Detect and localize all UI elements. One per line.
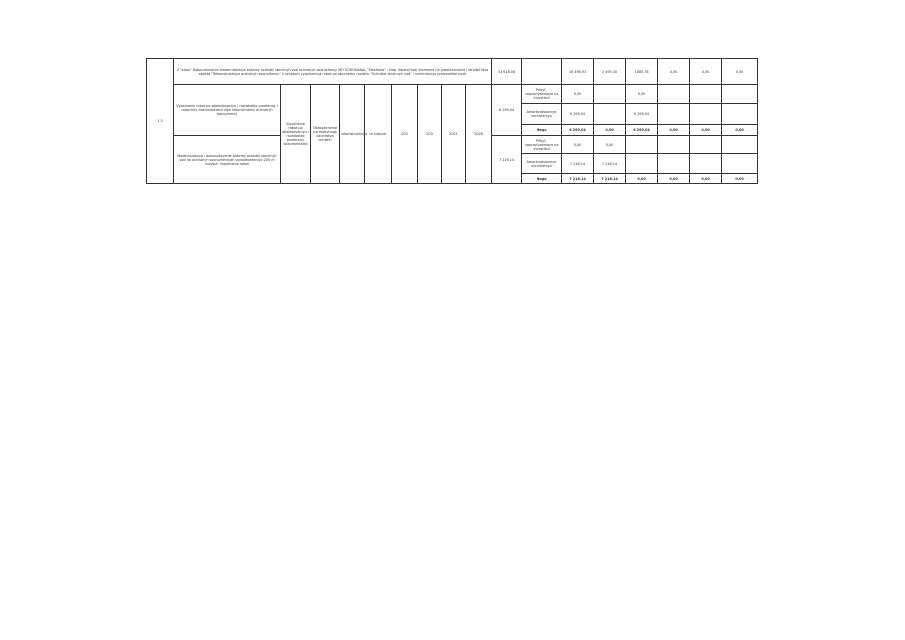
cell: 16 496,93 xyxy=(562,59,594,85)
sub2-text: Modernizatsiya i doborudovanie sistemy ochistki stochnyh vod na ochistnyh sooruzheniyah vodootvedeniya 200 m kub/sut. Vypolnenie rabot xyxy=(174,136,281,184)
investment-table xyxy=(146,58,758,184)
cell: 7 216,14 xyxy=(562,174,594,184)
cell: 0,00 xyxy=(690,174,722,184)
cell xyxy=(626,136,658,154)
cell: Vypolnenie rabot po obsledovaniyu i razrabotke proektnoy dokumentatsii xyxy=(281,85,311,184)
cell: rekonstruktsiya xyxy=(340,85,365,184)
cell: Pribyl', napravlyaemaya na investitsii xyxy=(522,85,562,104)
cell: 2 495,30 xyxy=(594,59,626,85)
cell: 0,00 xyxy=(722,174,758,184)
sub1-text: Vypolnenie rabot po obsledovaniyu i razrabotke proektnoy i rabochey dokumentatsii dlya rekonstruktsii ochistnyh sooruzheniy xyxy=(174,85,281,136)
cell: 7 216,14 xyxy=(594,174,626,184)
table-row-header xyxy=(147,59,758,85)
cell: 6 299,04 xyxy=(626,104,658,125)
cell: Pribyl', napravlyaemaya na investitsii xyxy=(522,136,562,154)
cell: 1085,76 xyxy=(626,59,658,85)
cell xyxy=(594,85,626,104)
cell: Obespechenie normativnogo kachestva ochistki xyxy=(311,85,340,184)
cell xyxy=(690,104,722,125)
cell xyxy=(690,154,722,174)
cell: Itogo xyxy=(522,174,562,184)
cell xyxy=(626,154,658,174)
cell xyxy=(658,154,690,174)
cell: 7 216,14 xyxy=(492,136,522,184)
cell: 2021 xyxy=(442,85,466,184)
cell: 200 xyxy=(392,85,418,184)
cell xyxy=(658,136,690,154)
cell: 0,00 xyxy=(690,125,722,136)
cell xyxy=(722,136,758,154)
cell xyxy=(522,59,562,85)
cell: 7 216,14 xyxy=(562,154,594,174)
cell: 6 299,04 xyxy=(626,125,658,136)
cell xyxy=(594,104,626,125)
cell: 6 299,04 xyxy=(562,125,594,136)
row-header-text: Z "zadu" Doborudovanie modernizatsiya sistemy ochistki stochnyh vod ochistnyh sooruzheniy MO VODOKANAL "Mekhovo" - Dop. Kapital'noe vlozhenie na proektirovanie i stroitel'stvo obekta "Rekonstruktsiya ochistnyh sooruzheniy" s uchetom vypolneniya rabot po obschemu razdelu "Ochistka stochnyh vod" i uvelicheniyu proizvoditel'nosti xyxy=(174,59,492,85)
cell: 33 616,08 xyxy=(492,59,522,85)
cell: 7 216,14 xyxy=(594,154,626,174)
cell xyxy=(658,85,690,104)
table-row xyxy=(147,85,758,104)
cell: 0,00 xyxy=(594,125,626,136)
cell: 6 299,04 xyxy=(562,104,594,125)
cell: Itogo xyxy=(522,125,562,136)
cell: 0,00 xyxy=(658,125,690,136)
cell: 0,00 xyxy=(562,136,594,154)
cell: 200 xyxy=(418,85,442,184)
cell: 0,00 xyxy=(690,59,722,85)
cell xyxy=(690,136,722,154)
row-number: 1.3 xyxy=(147,59,174,184)
cell xyxy=(658,104,690,125)
cell: 0,00 xyxy=(658,174,690,184)
cell xyxy=(722,104,758,125)
cell: Amortizatsionnye otchisleniya xyxy=(522,154,562,174)
cell xyxy=(722,85,758,104)
cell: 0,00 xyxy=(722,59,758,85)
cell: 0,00 xyxy=(594,136,626,154)
cell: m kub/sut xyxy=(365,85,392,184)
cell: 0,00 xyxy=(658,59,690,85)
cell: 0,00 xyxy=(722,125,758,136)
cell: 2028 xyxy=(466,85,492,184)
cell xyxy=(690,85,722,104)
cell: 6 299,04 xyxy=(492,85,522,136)
cell: 0,00 xyxy=(626,174,658,184)
cell xyxy=(722,154,758,174)
cell: 0,00 xyxy=(626,85,658,104)
cell: Amortizatsionnye otchisleniya xyxy=(522,104,562,125)
cell: 0,00 xyxy=(562,85,594,104)
